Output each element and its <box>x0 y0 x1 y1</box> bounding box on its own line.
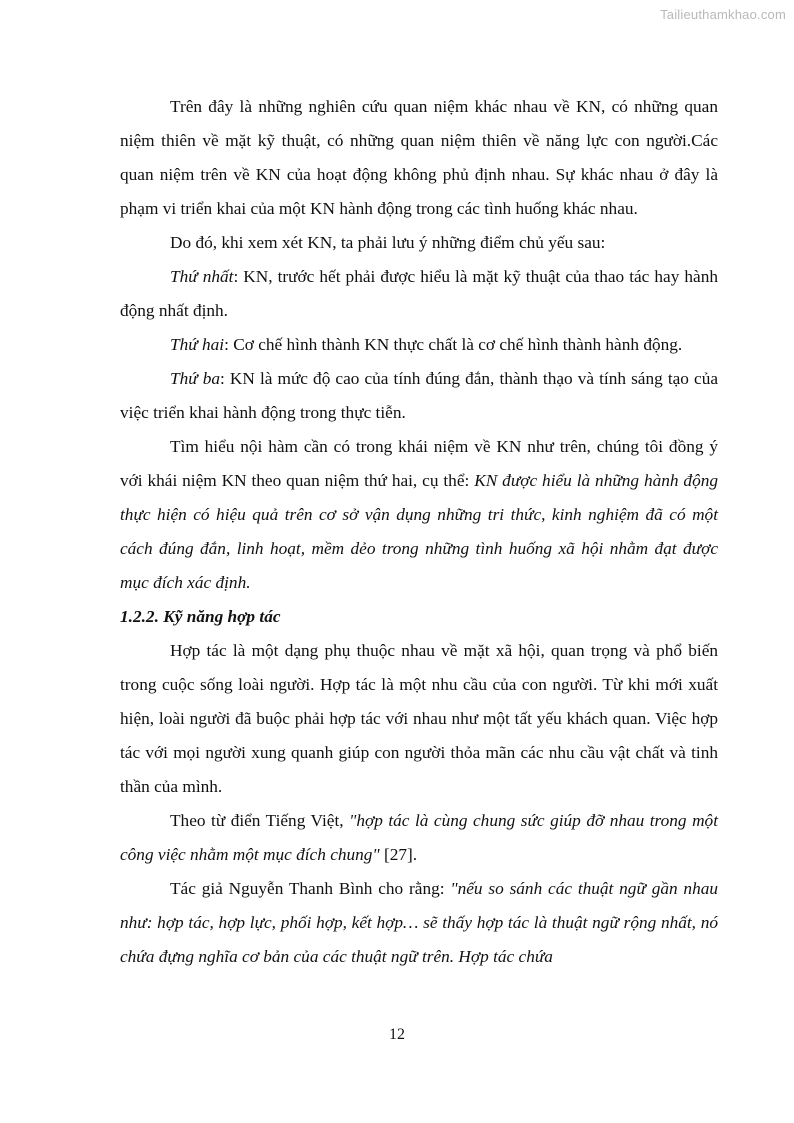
paragraph-4 <box>120 328 718 362</box>
definition-text: KN được hiểu là những hành động thực hiện có hiệu quả trên cơ sở vận dụng những tri thức, kinh nghiệm đã có một cách đúng đắn, linh hoạt, mềm dẻo trong những tình huống xã hội nhằm đạt được mục đích xác định. <box>120 471 718 592</box>
second-point-text: : Cơ chế hình thành KN thực chất là cơ chế hình thành hành động. <box>224 335 683 354</box>
paragraph-8 <box>120 804 718 872</box>
first-point-text: : KN, trước hết phải được hiểu là mặt kỹ thuật của thao tác hay hành động nhất định. <box>120 267 718 320</box>
first-point-label: Thứ nhất <box>170 267 234 286</box>
third-point-text: : KN là mức độ cao của tính đúng đắn, thành thạo và tính sáng tạo của việc triển khai hành động trong thực tiễn. <box>120 369 718 422</box>
watermark: Tailieuthamkhao.com <box>660 7 786 22</box>
citation: [27]. <box>379 845 418 864</box>
dictionary-intro: Theo từ điển Tiếng Việt, <box>170 811 350 830</box>
definition-intro: Tìm hiểu nội hàm cần có trong khái niệm về KN như trên, chúng tôi đồng ý với khái niệm KN theo quan niệm thứ hai, cụ thể: <box>120 437 718 490</box>
author-quote: "nếu so sánh các thuật ngữ gần nhau như: hợp tác, hợp lực, phối hợp, kết hợp… sẽ thấy hợp tác là thuật ngữ rộng nhất, nó chứa đựng nghĩa cơ bản của các thuật ngữ trên. Hợp tác chứa <box>120 879 718 966</box>
paragraph-2: Do đó, khi xem xét KN, ta phải lưu ý những điểm chủ yếu sau: <box>170 233 606 252</box>
paragraph-1: Trên đây là những nghiên cứu quan niệm khác nhau về KN, có những quan niệm thiên về mặt kỹ thuật, có những quan niệm thiên về năng lực con người.Các quan niệm trên về KN của hoạt động không phủ định nhau. Sự khác nhau ở đây là phạm vi triển khai của một KN hành động trong các tình huống khác nhau. <box>120 97 718 218</box>
section-heading: 1.2.2. Kỹ năng hợp tác <box>120 607 281 626</box>
paragraph-9 <box>120 872 718 974</box>
document-body <box>120 90 718 974</box>
paragraph-7: Hợp tác là một dạng phụ thuộc nhau về mặt xã hội, quan trọng và phổ biến trong cuộc sống loài người. Hợp tác là một nhu cầu của con người. Từ khi mới xuất hiện, loài người đã buộc phải hợp tác với nhau như một tất yếu khách quan. Việc hợp tác với mọi người xung quanh giúp con người thỏa mãn các nhu cầu vật chất và tinh thần của mình. <box>120 641 718 796</box>
third-point-label: Thứ ba <box>170 369 221 388</box>
page-number: 12 <box>389 1026 405 1043</box>
second-point-label: Thứ hai <box>170 335 225 354</box>
paragraph-3 <box>120 260 718 328</box>
paragraph-5 <box>120 362 718 430</box>
dictionary-quote: "hợp tác là cùng chung sức giúp đỡ nhau trong một công việc nhằm một mục đích chung" <box>120 811 718 864</box>
paragraph-6 <box>120 430 718 600</box>
author-intro: Tác giả Nguyễn Thanh Bình cho rằng: <box>170 879 451 898</box>
